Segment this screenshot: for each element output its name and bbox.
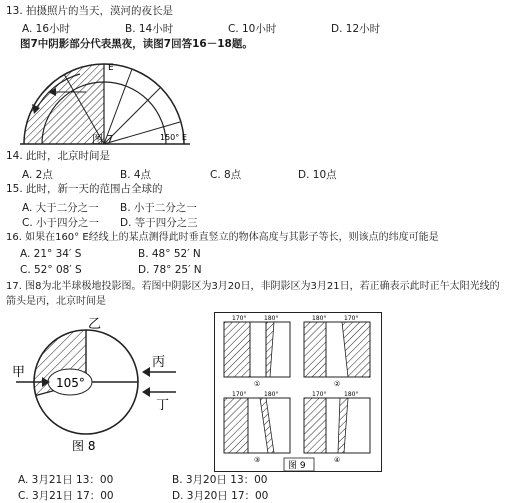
fig9-p1-num: ① (254, 380, 261, 388)
fig7-intro: 图7中阴影部分代表黑夜，读图7回答16－18题。 (20, 38, 253, 50)
fig8-label-bing: 丙 (152, 355, 166, 370)
fig8-label-jia: 甲 (12, 365, 26, 380)
q14-option-c[interactable]: C. 8点 (210, 169, 242, 181)
q15-stem: 15. 此时，新一天的范围占全球的 (6, 183, 163, 195)
q13-option-a[interactable]: A. 16小时 (22, 23, 71, 35)
figure-8 (4, 316, 194, 458)
q16-option-c[interactable]: C. 52° 08′ S (20, 264, 82, 276)
q13-option-c[interactable]: C. 10小时 (228, 23, 277, 35)
fig9-p3-num: ③ (254, 456, 261, 464)
fig9-p4-num: ④ (334, 456, 341, 464)
fig7-label-150e: 150° E (160, 133, 187, 142)
fig8-label-ding: 丁 (156, 398, 170, 413)
q17-stem-line1: 17. 图8为北半球极地投影图。若图中阴影区为3月20日，非阴影区为3月21日，若正确表示此时正午太阳光线的 (6, 281, 500, 292)
fig9-p3-label-b: 180° (264, 391, 279, 398)
fig8-caption: 图 8 (72, 439, 96, 453)
q14-option-a[interactable]: A. 2点 (22, 169, 53, 181)
q17-option-a[interactable]: A. 3月21日 13：00 (18, 474, 114, 486)
fig8-label-yi: 乙 (88, 317, 102, 332)
q14-option-b[interactable]: B. 4点 (120, 169, 152, 181)
q16-stem: 16. 如果在160° E经线上的某点测得此时垂直竖立的物体高度与其影子等长，则该点的纬度可能是 (6, 232, 439, 243)
q14-option-d[interactable]: D. 10点 (298, 169, 337, 181)
q15-option-b[interactable]: B. 小于二分之一 (120, 202, 197, 214)
q13-option-b[interactable]: B. 14小时 (125, 23, 174, 35)
fig9-p1-label-a: 170° (232, 315, 247, 322)
fig7-label-e: E (108, 63, 114, 73)
q17-option-d[interactable]: D. 3月20日 17：00 (172, 490, 269, 502)
q14-stem: 14. 此时，北京时间是 (6, 150, 111, 162)
fig9-caption: 图 9 (288, 461, 306, 471)
fig9-p2-label-b: 170° (344, 315, 359, 322)
fig9-p2-label-a: 180° (312, 315, 327, 322)
q15-option-a[interactable]: A. 大于二分之一 (22, 202, 99, 214)
q16-option-d[interactable]: D. 78° 25′ N (138, 264, 202, 276)
figure-9 (214, 312, 382, 472)
q15-option-d[interactable]: D. 等于四分之三 (120, 217, 198, 229)
q17-option-b[interactable]: B. 3月20日 13：00 (172, 474, 268, 486)
fig9-p4-label-b: 180° (344, 391, 359, 398)
fig9-p1-label-b: 180° (264, 315, 279, 322)
fig9-p3-label-a: 170° (232, 391, 247, 398)
q16-option-a[interactable]: A. 21° 34′ S (20, 248, 82, 260)
q13-stem: 13. 拍摄照片的当天，漠河的夜长是 (6, 5, 174, 17)
fig9-p4-label-a: 170° (312, 391, 327, 398)
q17-option-c[interactable]: C. 3月21日 17：00 (18, 490, 114, 502)
fig7-caption: 图 7 (92, 133, 114, 146)
q16-option-b[interactable]: B. 48° 52′ N (138, 248, 201, 260)
fig9-p2-num: ② (334, 380, 341, 388)
q17-stem-line2: 箭头是丙，北京时间是 (6, 296, 106, 307)
fig8-angle: 105° (56, 376, 85, 390)
q13-option-d[interactable]: D. 12小时 (331, 23, 381, 35)
q15-option-c[interactable]: C. 小于四分之一 (22, 217, 100, 229)
